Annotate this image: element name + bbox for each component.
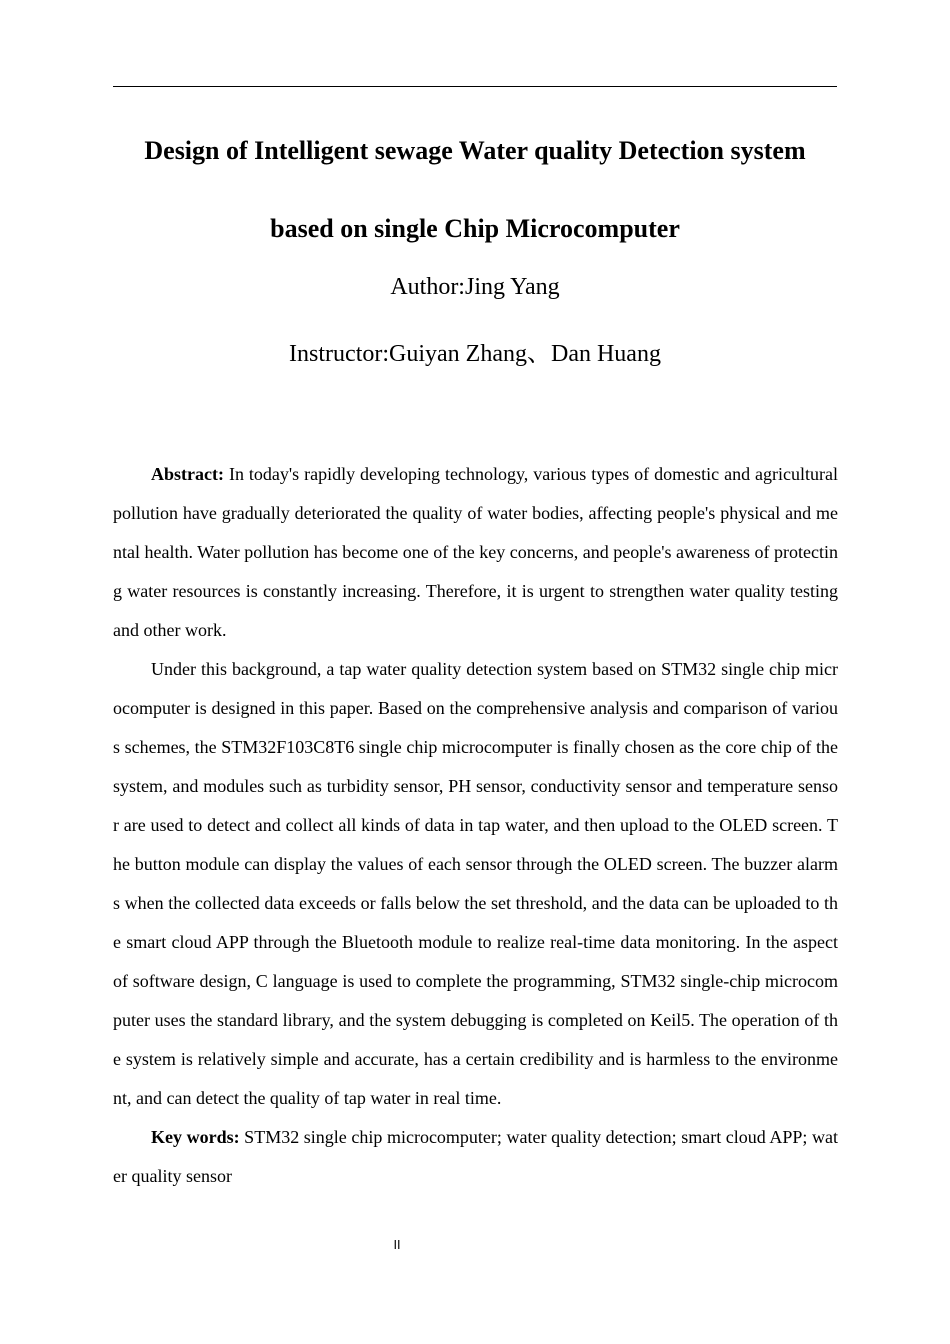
abstract-section	[113, 455, 838, 1196]
document-title: Design of Intelligent sewage Water quality Detection system based on single Chip Microcomputer	[144, 136, 806, 243]
keywords-label: Key words:	[151, 1127, 240, 1147]
instructor-line: Instructor:Guiyan Zhang、Dan Huang	[289, 341, 661, 367]
abstract-label: Abstract:	[151, 464, 224, 484]
abstract-paragraph-2: Under this background, a tap water quality detection system based on STM32 single chip microcomputer is designed in this paper. Based on the comprehensive analysis and comparison of various schemes, the STM32F103C8T6 single chip microcomputer is finally chosen as the core chip of the system, and modules such as turbidity sensor, PH sensor, conductivity sensor and temperature sensor are used to detect and collect all kinds of data in tap water, and then upload to the OLED screen. The button module can display the values of each sensor through the OLED screen. The buzzer alarms when the collected data exceeds or falls below the set threshold, and the data can be uploaded to the smart cloud APP through the Bluetooth module to realize real-time data monitoring. In the aspect of software design, C language is used to complete the programming, STM32 single-chip microcomputer uses the standard library, and the system debugging is completed on Keil5. The operation of the system is relatively simple and accurate, has a certain credibility and is harmless to the environment, and can detect the quality of tap water in real time.	[113, 659, 838, 1108]
header-rule	[113, 86, 837, 87]
abstract-paragraph	[113, 455, 838, 650]
keywords-paragraph	[113, 1118, 838, 1196]
abstract-text: In today's rapidly developing technology, various types of domestic and agricultural pollution have gradually deteriorated the quality of water bodies, affecting people's physical and mental health. Water pollution has become one of the key concerns, and people's awareness of protecting water resources is constantly increasing. Therefore, it is urgent to strengthen water quality testing and other work.	[113, 464, 838, 640]
keywords-text: STM32 single chip microcomputer; water quality detection; smart cloud APP; water quality sensor	[113, 1127, 838, 1186]
page-number: II	[393, 1238, 401, 1252]
author-line: Author:Jing Yang	[390, 274, 560, 300]
